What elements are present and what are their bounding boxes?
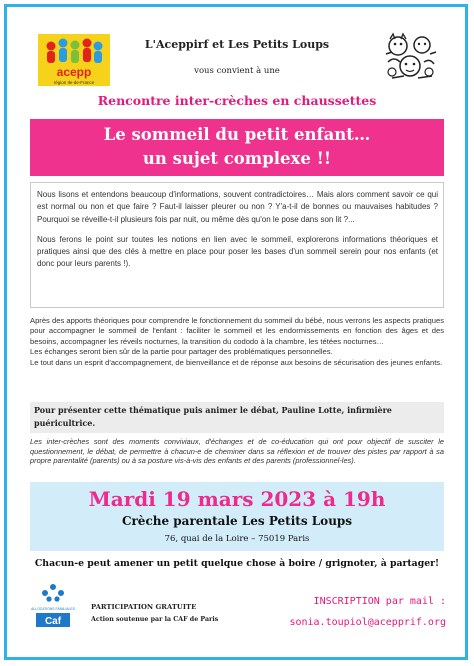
header-title: L'Aceppirf et Les Petits Loups	[144, 38, 330, 51]
caf-support-label: Action soutenue par la CAF de Paris	[91, 616, 219, 623]
acepp-logo-text: acepp	[56, 65, 92, 79]
intro-box	[30, 182, 444, 308]
event-details-box	[30, 482, 444, 551]
caf-logo-caption: ALLOCATIONS FAMILIALES	[31, 607, 75, 611]
body-paragraph-1: Après des apports théoriques pour comprendre le fonctionnement du sommeil du bébé, nous verrons les aspects pratiques pour accompagner le sommeil de l'enfant : faciliter le sommeil et les endormissements en fonction des âges et des besoins, accompagner les réveils nocturnes, la transition du cododo à la chambre, les tétées nocturnes…	[30, 316, 444, 346]
header-subtitle: vous convient à une	[194, 66, 280, 76]
acepp-logo-caption: région Ile-de-France	[53, 80, 95, 85]
presenter-box: Pour présenter cette thématique puis animer le débat, Pauline Lotte, infirmière puéricultrice.	[30, 402, 444, 433]
caf-logo-text: Caf	[44, 616, 62, 627]
body-paragraph-3: Le tout dans un esprit d'accompagnement, de bienveillance et de réponse aux besoins de sécurisation des jeunes enfants.	[30, 357, 443, 367]
event-title-banner	[30, 119, 444, 176]
participation-label: PARTICIPATION GRATUITE	[91, 603, 197, 611]
event-date: Mardi 19 mars 2023 à 19h	[88, 487, 386, 511]
event-address: 76, quai de la Loire – 75019 Paris	[164, 534, 310, 544]
inter-creches-note: Les inter-crèches sont des moments conviviaux, d'échanges et de co-éducation qui ont pour objectif de susciter le questionnement, le débat, de permettre à chacun-e de cheminer dans sa réflexion et de trouver des pistes par rapport à sa propre parentalité (parents) ou à sa posture vis-à-vis des enfants et des parents (professionnel-les).	[30, 437, 444, 466]
snack-note: Chacun-e peut amener un petit quelque chose à boire / grignoter, à partager!	[34, 558, 440, 569]
event-title-line2: un sujet complexe !!	[142, 149, 332, 168]
inscription-label: INSCRIPTION par mail :	[313, 596, 446, 607]
intro-paragraph-2: Nous ferons le point sur toutes les notions en lien avec le sommeil, explorerons informations théoriques et pratiques ainsi que des clés à mettre en place pour poser les bases d'un sommeil serein pour nos enfants (et donc pour leurs parents !).	[37, 234, 438, 269]
event-name: Rencontre inter-crèches en chaussettes	[97, 93, 377, 108]
intro-paragraph-1: Nous lisons et entendons beaucoup d'informations, souvent contradictoires… Mais alors comment savoir ce qui est normal ou non et que faire ? Faut-il laisser pleurer ou non ? Y'a-t-il de bonnes ou mauvaises habitudes ? Pourquoi se réveille-t-il plusieurs fois par nuit, ou même dès qu'on le pose dans son lit ?...	[37, 190, 438, 224]
body-text	[30, 316, 444, 368]
event-place: Crèche parentale Les Petits Loups	[121, 514, 353, 528]
inscription-email-link[interactable]: sonia.toupiol@acepprif.org	[289, 617, 446, 628]
event-title-line1: Le sommeil du petit enfant…	[103, 125, 371, 144]
body-paragraph-2: Les échanges seront bien sûr de la partie pour partager des problématiques personnelles.	[30, 347, 333, 357]
caf-logo	[31, 581, 75, 633]
